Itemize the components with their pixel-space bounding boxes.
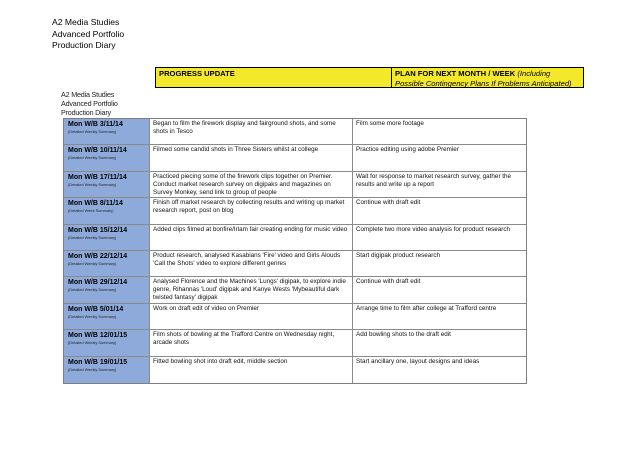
progress-cell: Practiced piecing some of the firework clips together on Premier. Conduct market research survey on digipaks and magazines on Survey Monkey, send link to group of people — [150, 172, 353, 197]
plan-cell: Continue with draft edit — [356, 278, 421, 286]
week-sublabel: (Detailed Weekly Summary) — [68, 313, 117, 319]
progress-cell: Analysed Florence and the Machines 'Lungs' digipak, to explore indie genre, Rihannas 'Loud' digipak and Kanye Wests 'Mybeautiful dark twisted fantasy' digipak — [150, 277, 353, 302]
progress-cell: Product research, analysed Kasabians 'Fire' video and Girls Alouds 'Call the Shots' video to explore different genres — [150, 251, 353, 276]
plan-heading — [392, 68, 583, 87]
header-course: A2 Media Studies — [52, 17, 120, 27]
week-sublabel: (Detailed Weekly Summary) — [68, 155, 117, 161]
table-row — [64, 330, 526, 356]
header-title: Production Diary — [52, 40, 116, 51]
week-sublabel: (Detailed Weekly Summary) — [68, 129, 117, 134]
plan-cell: Practice editing using adobe Premier — [356, 146, 459, 154]
week-label: Mon W/B 22/12/14 — [68, 252, 128, 260]
table-row — [64, 304, 526, 330]
diary-table — [63, 118, 527, 384]
progress-cell: Fitted bowling shot into draft edit, middle section — [150, 357, 353, 383]
week-label: Mon W/B 8/11/14 — [68, 200, 123, 208]
plan-cell: Continue with draft edit — [356, 199, 421, 207]
embedded-title-line: A2 Media Studies — [61, 90, 115, 99]
week-sublabel: (Detailed Weekly Summary) — [68, 287, 117, 293]
week-label: Mon W/B 29/12/14 — [68, 279, 128, 287]
week-label: Mon W/B 17/11/14 — [68, 173, 127, 181]
week-sublabel: (Detailed Weekly Summary) — [68, 260, 117, 266]
progress-cell: Finish off market research by collecting results and writing up market research report, post on blog — [150, 198, 353, 223]
embedded-title-line: Production Diary — [61, 108, 111, 118]
document-header — [52, 17, 124, 52]
week-label: Mon W/B 3/11/14 — [68, 121, 123, 128]
week-sublabel: (Detailed Weekly Summary) — [68, 340, 117, 346]
table-row — [64, 198, 526, 224]
week-cell — [64, 357, 150, 383]
week-label: Mon W/B 19/01/15 — [68, 358, 128, 366]
embedded-diary-image — [57, 90, 527, 384]
embedded-title — [57, 90, 527, 118]
week-sublabel: (Detailed Weekly Summary) — [68, 181, 117, 187]
week-cell — [64, 304, 150, 329]
week-cell — [64, 145, 150, 170]
week-cell — [64, 119, 150, 144]
week-cell — [64, 251, 150, 276]
plan-cell: Complete two more video analysis for product research — [356, 225, 510, 233]
plan-heading-note: (Including Possible Contingency Plans If Problems Anticipated) — [395, 69, 572, 88]
table-row — [64, 357, 526, 383]
table-row — [64, 145, 526, 171]
week-cell — [64, 198, 150, 223]
week-label: Mon W/B 5/01/14 — [68, 305, 124, 313]
week-cell — [64, 330, 150, 355]
week-sublabel: (Detailed Weekly Summary) — [68, 234, 117, 240]
plan-cell: Add bowling shots to the draft edit — [356, 331, 451, 339]
week-sublabel: (Detailed Week Summary) — [68, 208, 114, 214]
plan-cell: Arrange time to film after college at Trafford centre — [356, 304, 497, 312]
table-row — [64, 119, 526, 145]
week-cell — [64, 225, 150, 250]
table-row — [64, 225, 526, 251]
week-label: Mon W/B 15/12/14 — [68, 226, 128, 234]
progress-update-heading — [156, 68, 392, 87]
week-sublabel: (Detailed Weekly Summary) — [68, 366, 117, 372]
progress-update-label: PROGRESS UPDATE — [159, 69, 235, 78]
header-unit: Advanced Portfolio — [52, 28, 125, 39]
progress-cell: Film shots of bowling at the Trafford Centre on Wednesday night, arcade shots — [150, 330, 353, 355]
embedded-title-line: Advanced Portfolio — [61, 99, 118, 109]
week-cell — [64, 277, 150, 302]
week-label: Mon W/B 10/11/14 — [68, 147, 127, 155]
plan-heading-label: PLAN FOR NEXT MONTH / WEEK — [395, 69, 516, 78]
table-row — [64, 251, 526, 277]
progress-cell: Added clips filmed at bonfire/Irlam fair creating ending for music video — [150, 225, 353, 250]
week-label: Mon W/B 12/01/15 — [68, 332, 128, 340]
week-cell — [64, 172, 150, 197]
plan-cell: Film some more footage — [356, 120, 424, 127]
progress-cell: Began to film the firework display and fairground shots, and some shots in Tesco — [150, 119, 353, 144]
progress-cell: Filmed some candid shots in Three Sisters whilst at college — [150, 145, 353, 170]
plan-cell: Wait for response to market research survey, gather the results and write up a report — [356, 172, 512, 188]
plan-cell: Start digipak product research — [356, 251, 441, 259]
table-row — [64, 172, 526, 198]
plan-cell: Start ancillary one, layout designs and ideas — [356, 357, 480, 365]
table-row — [64, 277, 526, 303]
column-header-table — [155, 67, 584, 88]
progress-cell: Work on draft edit of video on Premier — [150, 304, 353, 329]
